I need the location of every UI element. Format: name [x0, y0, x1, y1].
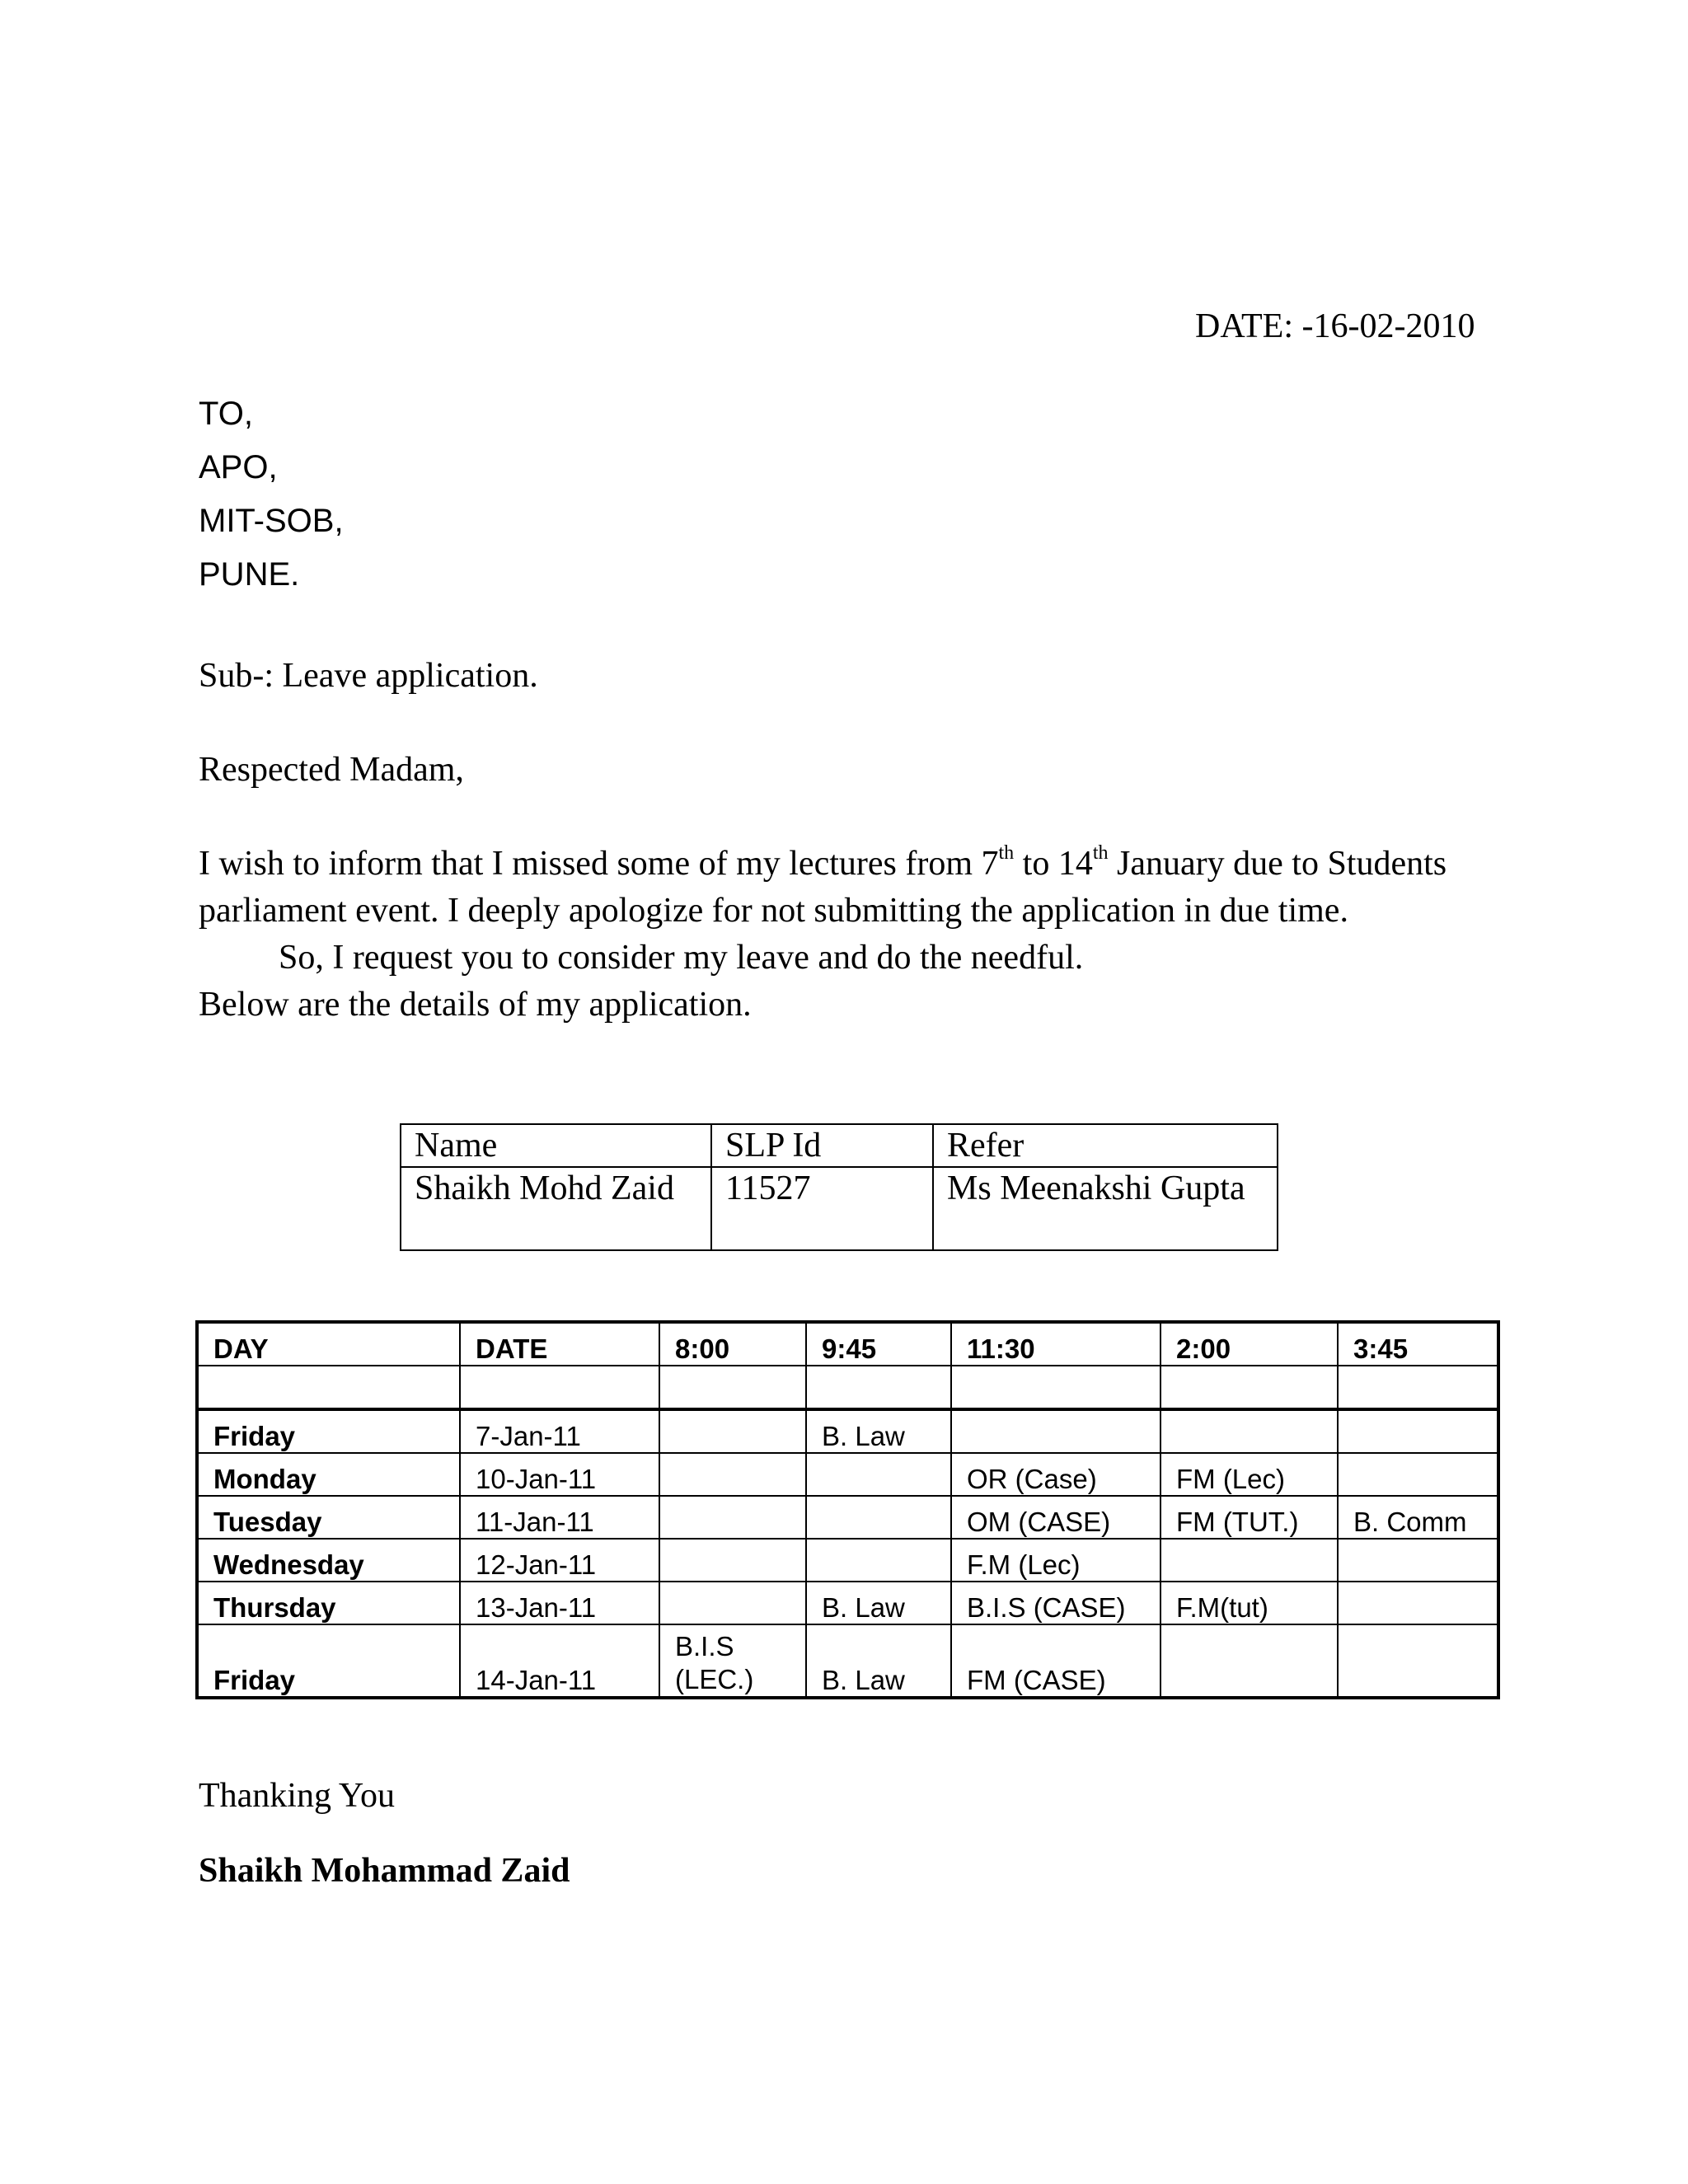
table-cell: [659, 1453, 806, 1496]
table-cell: OM (CASE): [951, 1496, 1160, 1539]
table-row: [197, 1582, 1498, 1624]
table-row: [197, 1453, 1498, 1496]
body-text-part: January due to Students parliament event. I deeply apologize for not submitting the application in due time.: [199, 845, 1447, 930]
column-header: 2:00: [1160, 1322, 1338, 1366]
applicant-info-table: [400, 1123, 1278, 1251]
info-slp-id-value: 11527: [711, 1167, 933, 1250]
table-row: [197, 1496, 1498, 1539]
table-cell: [659, 1409, 806, 1453]
table-cell: [1338, 1366, 1498, 1409]
info-header-name: Name: [401, 1124, 711, 1167]
table-cell: FM (Lec): [1160, 1453, 1338, 1496]
ordinal-suffix: th: [998, 842, 1015, 864]
table-cell: B. Law: [806, 1409, 951, 1453]
table-cell: Friday: [197, 1409, 460, 1453]
table-cell: [1338, 1453, 1498, 1496]
table-cell: [460, 1366, 659, 1409]
address-line-apo: APO,: [199, 449, 278, 485]
body-text-part: I wish to inform that I missed some of my lectures from 7: [199, 845, 999, 883]
info-header-slp-id: SLP Id: [711, 1124, 933, 1167]
table-cell: [1338, 1409, 1498, 1453]
signature-name: Shaikh Mohammad Zaid: [199, 1852, 570, 1890]
table-cell: [951, 1366, 1160, 1409]
table-cell: B.I.S (CASE): [951, 1582, 1160, 1624]
column-header: 9:45: [806, 1322, 951, 1366]
table-cell: 13-Jan-11: [460, 1582, 659, 1624]
letter-date: DATE: -16-02-2010: [1195, 307, 1475, 345]
table-cell: Tuesday: [197, 1496, 460, 1539]
address-line-city: PUNE.: [199, 556, 300, 593]
table-row: [401, 1124, 1278, 1167]
body-paragraph-2: So, I request you to consider my leave and do the needful.: [279, 939, 1084, 977]
table-cell: 10-Jan-11: [460, 1453, 659, 1496]
table-cell: B. Comm: [1338, 1496, 1498, 1539]
table-cell: Thursday: [197, 1582, 460, 1624]
table-cell: [659, 1539, 806, 1582]
info-refer-value: Ms Meenakshi Gupta: [933, 1167, 1278, 1250]
missed-lectures-table: [195, 1320, 1500, 1699]
table-cell: Monday: [197, 1453, 460, 1496]
table-cell: [806, 1496, 951, 1539]
table-cell: [1338, 1624, 1498, 1698]
table-cell: FM (TUT.): [1160, 1496, 1338, 1539]
table-header-row: [197, 1322, 1498, 1366]
ordinal-suffix: th: [1092, 842, 1109, 864]
table-cell: Friday: [197, 1624, 460, 1698]
table-cell: [1160, 1539, 1338, 1582]
body-paragraph-3: Below are the details of my application.: [199, 986, 752, 1024]
table-cell: FM (CASE): [951, 1624, 1160, 1698]
table-cell: [806, 1366, 951, 1409]
table-cell: B. Law: [806, 1624, 951, 1698]
table-cell: [951, 1409, 1160, 1453]
body-text-part: to 14: [1014, 845, 1093, 883]
table-cell: OR (Case): [951, 1453, 1160, 1496]
table-row: [197, 1539, 1498, 1582]
table-cell: [1160, 1409, 1338, 1453]
address-line-to: TO,: [199, 396, 253, 432]
table-cell: 12-Jan-11: [460, 1539, 659, 1582]
recipient-address: [199, 387, 344, 602]
table-cell: [1160, 1624, 1338, 1698]
table-cell: [806, 1539, 951, 1582]
table-cell: Wednesday: [197, 1539, 460, 1582]
table-row: [197, 1366, 1498, 1409]
table-cell: [659, 1582, 806, 1624]
table-cell: F.M (Lec): [951, 1539, 1160, 1582]
letter-body: [199, 841, 1468, 1029]
table-cell: F.M(tut): [1160, 1582, 1338, 1624]
table-cell: 7-Jan-11: [460, 1409, 659, 1453]
table-cell: [1338, 1582, 1498, 1624]
table-cell: [659, 1366, 806, 1409]
table-cell: [1338, 1539, 1498, 1582]
column-header: DAY: [197, 1322, 460, 1366]
table-cell: B. Law: [806, 1582, 951, 1624]
table-cell: B.I.S (LEC.): [659, 1624, 806, 1698]
address-line-institute: MIT-SOB,: [199, 503, 344, 539]
salutation: Respected Madam,: [199, 751, 464, 789]
table-cell: [806, 1453, 951, 1496]
column-header: DATE: [460, 1322, 659, 1366]
table-row: [197, 1409, 1498, 1453]
column-header: 11:30: [951, 1322, 1160, 1366]
table-row: [197, 1624, 1498, 1698]
info-name-value: Shaikh Mohd Zaid: [401, 1167, 711, 1250]
column-header: 3:45: [1338, 1322, 1498, 1366]
table-cell: [1160, 1366, 1338, 1409]
table-cell: [197, 1366, 460, 1409]
body-paragraph-1: [199, 841, 1468, 935]
closing-line: Thanking You: [199, 1777, 396, 1815]
table-row: [401, 1167, 1278, 1250]
table-cell: [659, 1496, 806, 1539]
table-cell: 11-Jan-11: [460, 1496, 659, 1539]
info-header-refer: Refer: [933, 1124, 1278, 1167]
column-header: 8:00: [659, 1322, 806, 1366]
letter-subject: Sub-: Leave application.: [199, 657, 538, 695]
table-cell: 14-Jan-11: [460, 1624, 659, 1698]
